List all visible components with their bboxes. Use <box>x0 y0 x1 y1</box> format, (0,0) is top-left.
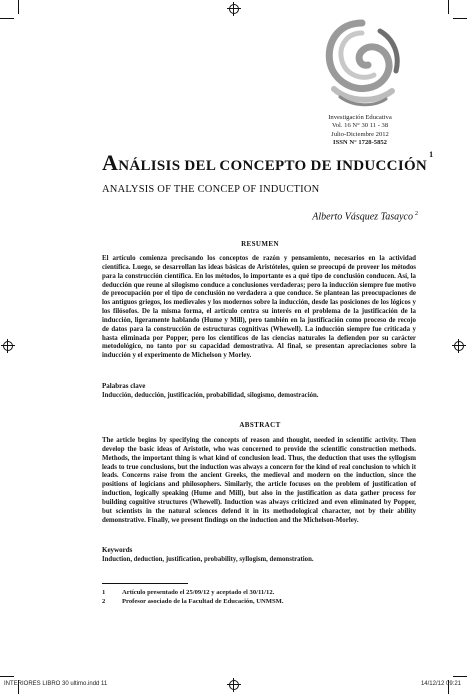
footnote-text: Profesor asociado de la Facultad de Educación, UNMSM. <box>122 598 284 605</box>
journal-info <box>300 114 420 148</box>
crop-mark <box>453 18 467 19</box>
author-name: Alberto Vásquez Tasayco <box>312 211 413 223</box>
title-footnote-ref: 1 <box>429 150 434 159</box>
crop-mark <box>18 0 19 14</box>
print-slug-file: INTERIORES LIBRO 30 ultimo.indd 11 <box>4 681 108 687</box>
footnote-rule <box>102 583 188 584</box>
print-slug-datetime: 14/12/12 09:21 <box>420 681 461 687</box>
resumen-keywords: Inducción, deducción, justificación, probabilidad, silogismo, demostración. <box>102 392 319 399</box>
registration-mark-top <box>228 3 240 15</box>
footnote-1 <box>102 589 274 597</box>
registration-mark-right <box>453 340 465 352</box>
journal-volume: Vol. 16 N° 30 11 - 38 <box>331 122 389 130</box>
author-line <box>200 211 418 222</box>
registration-mark-left <box>2 340 14 352</box>
abstract-keywords: Induction, deduction, justification, probability, syllogism, demonstration. <box>102 556 314 563</box>
resumen-heading: RESUMEN <box>241 240 279 248</box>
resumen-keywords-label: Palabras clave <box>102 382 146 390</box>
footnote-number: 2 <box>102 598 106 605</box>
article-title <box>102 150 433 176</box>
footnote-text: Artículo presentado el 25/09/12 y aceptado el 30/11/12. <box>122 589 275 596</box>
registration-mark-bottom <box>228 679 240 691</box>
crop-mark <box>448 0 449 14</box>
journal-issn: ISSN N° 1728-5852 <box>333 139 387 147</box>
author-footnote-ref: 2 <box>415 211 418 217</box>
footnote-2 <box>102 598 283 606</box>
footnote-number: 1 <box>102 589 106 596</box>
crop-mark <box>453 676 467 677</box>
resumen-text: El artículo comienza precisando los conceptos de razón y pensamiento, necesarios en la actividad científica. Luego, se desarrollan las ideas básicas de Aristóteles, quien se preocupó de proveer los métodos para la construcción científica. En los métodos, lo importante es a qué tipo de conclusión conducen. Así, la deducción que reune al silogismo conduce a conclusiones verdaderas; pero la inducción siempre fue motivo de preocupación por el tipo de conclusión no verdadera a que conduce. Se plantean las preocupaciones de los antiguos griegos, los medievales y los modernos sobre la inducción, desde las posiciones de los lógicos y los filósofos. De la misma forma, el artículo centra su interés en el problema de la justificación de la inducción, ligeramente hablando (Hume y Mill), pero también en la justificación como proceso de recojo de datos para la construcción de estructuras cognitivas (Whewell). La inducción siempre fue criticada y hasta eliminada por Popper, pero los científicos de las ciencias naturales la defienden por su carácter metodológico, no tanto por su capacidad demostrativa. Al final, se presentan apreciaciones sobre la inducción y el experimento de Michelson y Morley. <box>102 255 416 360</box>
title-text: NÁLISIS DEL CONCEPTO DE INDUCCIÓN <box>118 158 428 174</box>
title-initial: A <box>102 150 119 175</box>
journal-logo <box>320 15 405 110</box>
journal-date: Julio-Diciembre 2012 <box>331 130 389 138</box>
journal-name: Investigación Educativa <box>328 114 392 121</box>
abstract-keywords-label: Keywords <box>102 546 133 554</box>
crop-mark <box>0 676 14 677</box>
article-subtitle: ANALYSIS OF THE CONCEP OF INDUCTION <box>102 184 320 195</box>
abstract-heading: ABSTRACT <box>239 421 281 429</box>
abstract-text: The article begins by specifying the concepts of reason and thought, needed in scientific activity. Then develop the basic ideas of Aristotle, who was concerned to provide the scientific construction methods. Methods, the important thing is what kind of conclusion lead. Thus, the deduction that uses the syllogism leads to true conclusions, but the induction was always a concern for the kind of real conclusion to which it leads. Concerns raise from the ancient Greeks, the medieval and modern on the induction, since the positions of logicians and philosophers. Similarly, the article focuses on the problem of justification of induction, logically speaking (Hume and Mill), but also in the justification as data gather process for building cognitive structures (Whewell). Induction was always criticized and even eliminated by Popper, but scientists in the natural sciences defend it in its methodological character, not by their ability demonstrative. Finally, we present findings on the induction and the Michelson-Morley. <box>102 437 416 524</box>
crop-mark <box>0 18 14 19</box>
